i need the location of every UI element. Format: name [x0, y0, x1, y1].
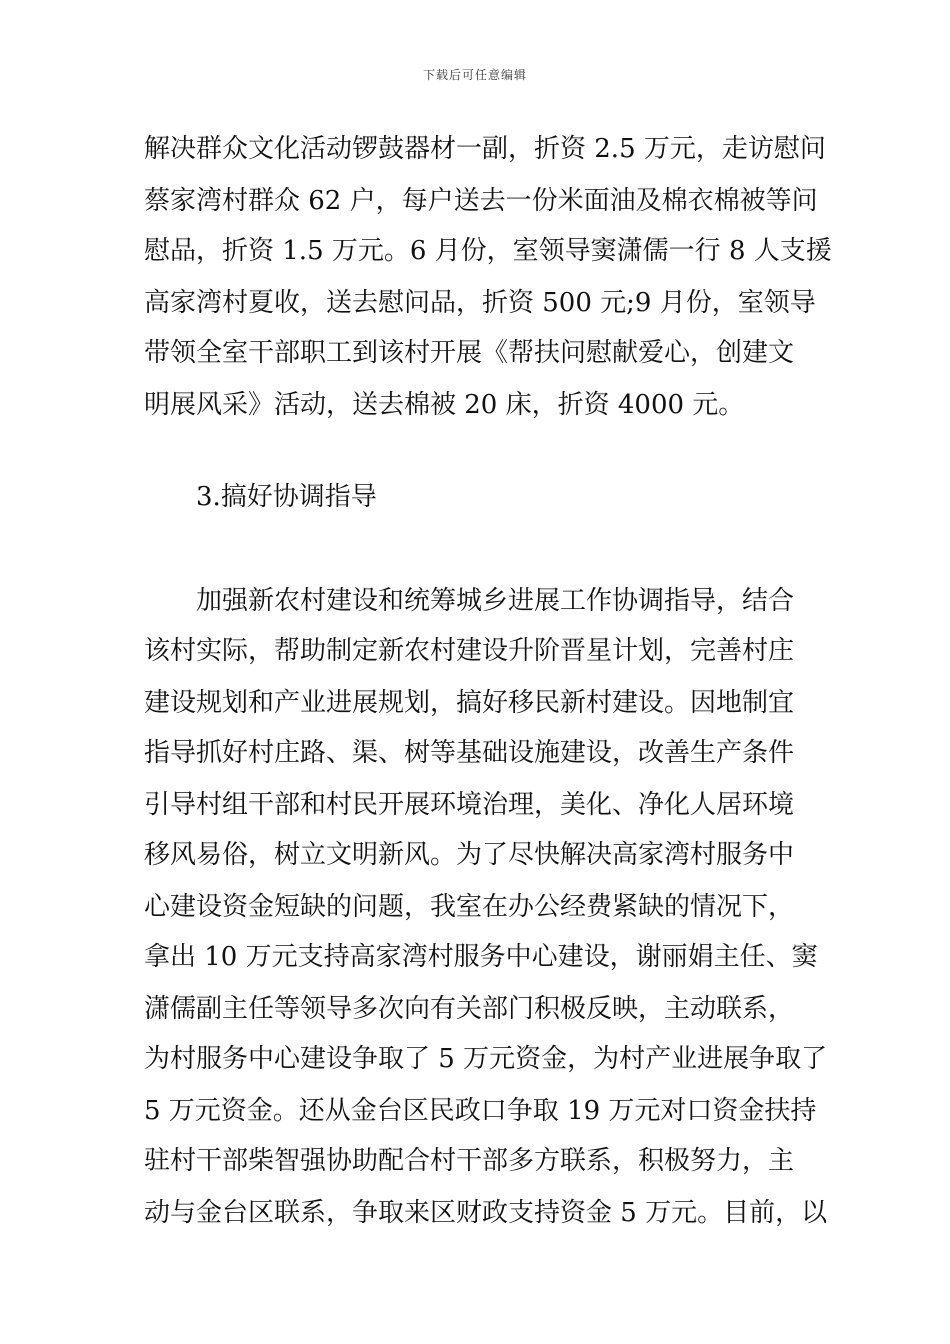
text-line: 高家湾村夏收，送去慰问品，折资 500 元;9 月份，室领导	[144, 288, 816, 318]
text-line: 解决群众文化活动锣鼓器材一副，折资 2.5 万元，走访慰问	[144, 134, 826, 164]
text-line: 蔡家湾村群众 62 户，每户送去一份米面油及棉衣棉被等问	[144, 186, 818, 216]
text-line: 5 万元资金。还从金台区民政口争取 19 万元对口资金扶持	[144, 1096, 817, 1126]
text-line: 明展风采》活动，送去棉被 20 床，折资 4000 元。	[144, 390, 745, 420]
text-line: 潇儒副主任等领导多次向有关部门积极反映，主动联系，	[144, 994, 795, 1024]
section-heading: 3.搞好协调指导	[196, 482, 377, 512]
text-line: 为村服务中心建设争取了 5 万元资金，为村产业进展争取了	[144, 1044, 828, 1074]
text-line: 加强新农村建设和统筹城乡进展工作协调指导，结合	[196, 586, 795, 616]
text-line: 该村实际，帮助制定新农村建设升阶晋星计划，完善村庄	[144, 636, 795, 666]
text-line: 慰品，折资 1.5 万元。6 月份，室领导窦潇儒一行 8 人支援	[144, 236, 832, 266]
text-line: 驻村干部柴智强协助配合村干部多方联系，积极努力，主	[144, 1146, 795, 1176]
text-line: 动与金台区联系，争取来区财政支持资金 5 万元。目前，以	[144, 1198, 828, 1228]
text-line: 带领全室干部职工到该村开展《帮扶问慰献爱心，创建文	[144, 338, 795, 368]
text-line: 拿出 10 万元支持高家湾村服务中心建设，谢丽娟主任、窦	[144, 942, 818, 972]
text-line: 心建设资金短缺的问题，我室在办公经费紧缺的情况下，	[144, 892, 795, 922]
text-line: 建设规划和产业进展规划，搞好移民新村建设。因地制宜	[144, 688, 795, 718]
text-line: 引导村组干部和村民开展环境治理，美化、净化人居环境	[144, 790, 795, 820]
text-line: 移风易俗，树立文明新风。为了尽快解决高家湾村服务中	[144, 840, 795, 870]
page-header: 下载后可任意编辑	[422, 68, 527, 82]
text-line: 指导抓好村庄路、渠、树等基础设施建设，改善生产条件	[144, 738, 795, 768]
